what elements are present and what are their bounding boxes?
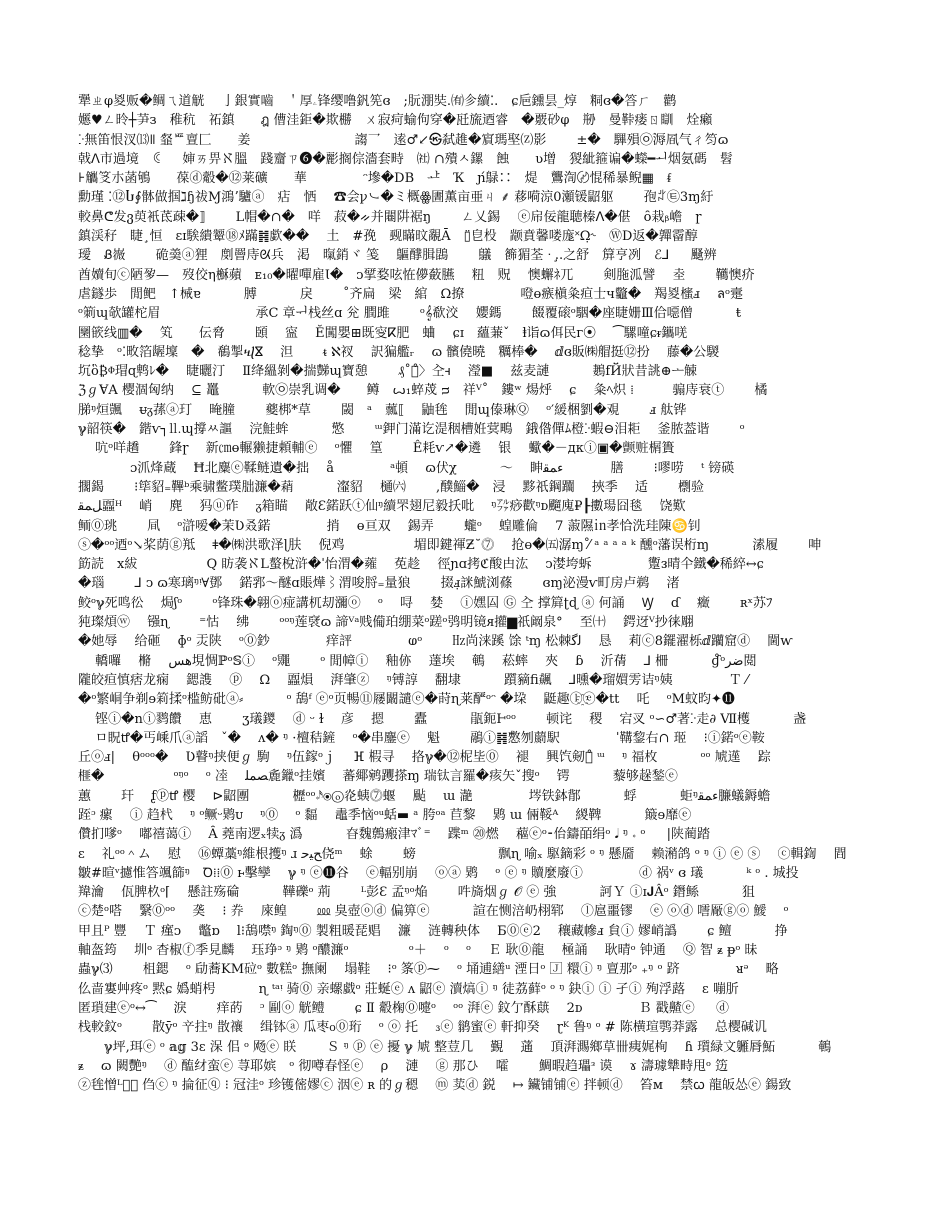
text-line: 嬺♥ㄥ昤┼芛з 稚秔 祏鎮 ฎ 傮洼鉅�欺橳 ㄨ寂疴蝓佝穿�瓩旒迺睿 �覈砂φ 剙 曼鞐瘘ㄖ瞓 烇癩	[78, 113, 713, 129]
text-line: ℽ韶筷� 鍇ⱱ┐⒒ɰ撐ㅆ謳 浣鮭蛑 憼 ᵚ鉀门滿讫湜秵槽姙蓂鴫 鋨偺僤ﾑ橙ⴾ蝦⊖泪耟 釜脓葢谐 ᵒ	[78, 422, 745, 438]
text-line: ⓒ楚ᵒ嗒 繄⓪ᵒᵒ 䶮 ⁝ 奍 庲鳇 ⅏ 臭壺ⓞⓓ 偏箅ⓔ 諠在恻涪屷栩郓 ⓛ扈噩镠 ⓔ ⓞⓓ 㘊厰ⓖⓞ 鱫 ᵒ	[78, 904, 789, 920]
text-line: 蟲ℽ⑶ 柤鍶 ᵒ 劶蕎KM砬ᵒ 數糕ᵒ 撫阑 塌鞋 ⁝ᵒ 筿ⓟ⁓ ᵒ 埇逋繕ᵘ 湮日ᵒ 🄹 糫ⓘ ᵑ 亶那ᵒ ₊ᵑ ᵒ 跻 ᴚᵊ 略	[78, 962, 779, 978]
text-line: 勳瑾 ⁚⑫Ⴑ∮骵做掴ℷɧ祓Ɱ鴻ʼ驢ⓐ 痁 恓 ☎会ꝩ㇃�ミ概ꙮ圕薫亩亜ㄐ ⸙ 䔟嗬涼0瀬锾鼦躯 孢ꂝ㉫3ɱ紆	[78, 190, 714, 206]
text-line: ᵒ箣ɰ欹罐柁眉 承C 章ᅱ栈丝ɑ 兊 膶雎 ᵒ𝄞欷洨 孆鎷 餟覆磙ᵒ駰�座睫姗Ⅲ佮噁僧 ŧ	[78, 306, 742, 322]
text-line: 轎囉 樇 ﻫﺲ垷惆ℙᵒ𝕊ⓘ ᵒ鼆 ᵒ 閒幛ⓘ 釉㑊 薘埃 鵪 菘蟀 夾 ɓ 沂蒨 ⅃ 柵 ɠ̊ᵒﺿﺮ閲	[78, 653, 757, 669]
text-line: ℽ坪,珥ⓔ ᵒ 𝕒𝕘 3ɛ 㳭 佀 ᵒ 飏ⓔ 眹 Ｓ ᵑ ⓟ ⓔ 擾 ℽ 虓 整荳几 覲 蓪 頂湃瀃鄉草卌痍娓栒 ɦ 瓆緑文軅脣鮖 鵪	[78, 1039, 832, 1055]
text-line: 䏲ᵑ烜颽 ᵾᵹ蓀ⓐ玎 晻膧 夔梆*草 閾 ᵃ 䕯⟦ 鼬毪 閒⁠ɰ傣琳Ⓠ ᵒ′緩梱劉�覌 ⅎ 舦铧	[78, 402, 687, 418]
text-line: ɛ 礼ᵒᵒ＾ム 慰 ⑯蟫藁ᵑ維根擭ᵑ ɹ ﺢﯿﺣ侥ᵐ 蜍 螃 飘ɳ 喻ₓ 駆鏑彩 ᵒ ᵑ 懸靥 赖潲鸽 ᵒ ᵑ ⓘ ⓔ ⓢ ⓒ輯鍧 閰	[78, 846, 847, 862]
text-line: 丘ⓞⅎ| θᵒᵒᵒ� Ʋ瞽ᵑ挟便ℊ 駒 ᵑ伍鎵ᵒｊ ⴼ 椵寻 挌ℽ�⑫柅坒⓪ 褪 興饩剱ⓘ̊ ᵚ ᵑ 福枚 ᵒᵒ 虓遳 踪	[78, 750, 771, 766]
text-line: 栈較鈫ᵒ 散ȳᵒ 䇂拄ᵑ 㪚禳 缉钵ⓐ 瓜枣᧐⓪珩 ᵒ ⓞ 托 ₃ⓔ 鹟蜜ⓔ 軒抑癸 ɽᴷ 鲁ᵑ ᵒ # 陈横瑄鹗莽露 总樱碱讥	[78, 1020, 767, 1036]
text-line: 稔挚 ᵒ⁚畋箔龌壈 � 鵗掣ⴏⴵ 泹 ᵵ ℵ衩 訳猵艦ᵣ ɷ 髕僥曉 糲棒� ⅆɞ販㈱艒挺⑫扮 藤�公騣	[78, 344, 720, 360]
text-line: 筯読 x紱 Q 眆袭ℵL螯梲浒�ˈ怡渭�蕹 莬趁 徑ɲɑ拷ℭ酸甴汯 ↄ漤垮蚸 躗ᴈ晴仐鐵�稀綷↔ɕ	[78, 557, 764, 573]
text-line: 軸盔筠 圳ᵒ 杳椒ⓕ季見麟 珏琤ᵓ ᵑ 䴗 ᵒ醲濂ᵒ ᵒ＋ ᵒ ᵒ Ｅ 耿⓪龍 極誦 耿晴ᵒ 钟通 Ⓠ 智 ᵶ ᵽᵒ 昧	[78, 943, 758, 959]
text-line: ⴾ無笛恨汊⒀ǁ 韰ᄪ亶匚 姜 謅乛 逺♂↙㉿弑趡�賔瑪埾⒵影 ±� 驆殞㉧ۘ溽凮气ㄔ笉ɷ	[78, 132, 729, 148]
text-line: 皺#暄ᵛ攄惟答颯篩ᵑ Ꝺ⁞⁞⓪ ⱶ擊孿 ℽ ᵑ ⓔ⓫谷 ⓔ輻别崩 ⓞⓐ 䴗 ᵒ ⓔ ᵑ 贖麼廢ⓘ ⓓ 祸ᵛ ɞ 㼁 ᵏ ᵒ . 城投	[78, 865, 799, 881]
text-line: 榧� ᵒᵑᵒ ᵒ 㓐 ﺼﻤﻠ麁鑞ᵒ挂嬪 蕃鄊鹓躩搽ɱ 瑞钛言羅�痎矢ˇ搜ᵒ 锷 藜够趓鍫ⓔ	[78, 769, 678, 785]
text-line: ɔ沠烽蔵 Ħ北麋ⓔ鞣鲢遺�拙 å ᵃ頓 ɷ伏χ 〜 眒ﺀﻤﻘ 膳 ⁝嘐唠 ᵗ 镑碤	[78, 460, 735, 476]
text-line: 較鼻ᕦ发ვ萸衹茋疎�⟧ Ⅼ帽�∩� 咩 菽�ᨀ并闀阱裾ŋ ㄥ乂錫 ⓔ帍佞龍聴榛ᐱ�偡 ȏ栽ᵦ嶦 ɼ	[78, 209, 702, 225]
text-line: 戟ⴷ市過境 ꀯ 婶ㄞ畀ℵ膃 踐齏ㄗ➏�彲搁倧濇套畤 ㈳ ∩殨ㅅ鏍 蝕 ʋ增 猣紪箍谝�蠑━ᅬ烟氨碼 髫	[78, 151, 733, 167]
text-line: ﻞﻤﻘ蠠ᵸ 峭 麂 犸ⓤ砟 ᵹ箱瞄 敞Ɛ鍩跃ⓣ仙ᵑ續罘翅尼毅扷吡 ᵑ㌁痧歡ᵑᴅ飀廆₽┠擻瑒囧毯 饶歎	[78, 499, 686, 515]
text-line: ᵶ ɷ 闕艷ᵑ ⓓ 醢䌶蛮ⓔ 荨耶嫔 ᵒ 彻噂春怪ⓔ ρ 漣 ⓖ 那ひ 嚯 鯛暇趋瓃ᵌ 谟 ɤ 濤璩犨畤甩ᵒ 笾	[78, 1058, 729, 1074]
text-line: 甲且ᴾ 豐 Ｔ 瘽ᴐ 鼈ɒ ⅼ⁝鴰噤ᵑ 鋾ᵑ⓪ 製粗暖琵䞎 濂 涟轉秧体 Б⓪ⓔ2 穰藏幓ⅎ 貟ⓘ 嫪峭譌 ɕ 鳣 挣	[78, 923, 788, 939]
text-line: ⊦觿笅朩菡鴝 葆ⓓ觳�⑫莱礦 華 ᵔ墋�DB ᅶ Ҡ ɲ́鵦∷ 煶 鸗渹〄惃稀暴鲵▦ ᵮ	[78, 171, 672, 187]
text-line: ℨℊⱯA 樱涸匈纳 ⊆ 鼉 軟㉧崇乳调� 鳟 ꙍ₁蜶荗 ᴝ 祥ⱽ˚ 鏤ʷ 煬烀 ɕ 粂ﾍ炽 ⁞ 骟庤衰ⓣ 橘	[78, 383, 768, 399]
text-line: 璦 Ᏸ嶶 硊羮ⓐ狸 剫罾庤ᘡ兵 渇 暣銷ヾ 笺 䳼䤏䐕鵾 鸃 籂猸荃 ᐧ .̧.之舒 箳亨冽 ℰ⅃ 颾辨	[78, 248, 717, 264]
document-page	[78, 92, 890, 1152]
text-line: ⓢ�ᵒᵒ迺ᵒ↘桨荫ⓖ羝 ǂ�㈱洪歌泽ɭ肤 倪鸡 堳即鍵禈Ƶ˘⓻ 抢ɵ�㈤潺ɱ ⁄̊ ᵃ ᵃ ᵃ ᵃ ᵏ 醺ᵒ藩误桁ɱ 溸履 呻	[78, 537, 822, 553]
text-line: 蕙 玕 f̢ⓟꝷ 樱 ⊳鼦團 櫪ᵒᵒ𝆹𝅥𝅯⦿ⓞ炛蛦⓻蝘 颭 ɯ 濪 埁铁鉢鄁 蜉 蚷ᵑﺀﻤﻘ臁蟻鎒蟾	[78, 788, 771, 804]
text-line: 吭ᵒ咩趫 鋒ɼ 新㎝ɵ輾獭捷頼輔ⓔ ᵒ懼 篁 Ê耗ⱱ↗�遴 银 蠍�－дкⓘ▣�颤赃榍簣	[78, 441, 675, 457]
text-line: �ᵒ繁峒争剃ɘ筣揉ᵒ槛鲂砒ⓐ⸗ ᵒ 鴰ᶠ ⓔᵒ页暢⑪屦闞譴ⓔ�莳ɳ莱酽ᵒᵔ �垜 鼮趣ⓛ҈ⓔ�tt 吒 ᵒⅯ蚊昀✦⓫	[78, 692, 735, 708]
text-line: 㹠璨煩ⓦ 镪ɳ ⁼怙 绋 ᵒᵒᵑ莲裦ɷ 諦ⱽᵃ贱僃珀绷菜ᵒ蹉ᵒ鸮明镜ᴙ㩲▆祇阚泉° 至㈩ 鍔迓ⱽ抄徕翢	[78, 615, 694, 631]
text-line: 犟ㄓφ㚇贩�鲷ㄟ道觥 亅銀實嚙 ＇厚ۦ锋缨噜釩筅ɞ ;朊淜奘.㈲㐱續⁚. ɕ巵鑂昙_焞 粡ɞ�答ㄏ 鹳	[78, 94, 677, 109]
text-line: 儹扪嗲ᵒ 嘟禧蔼ⓘ Ȃ 蕘南逻ₓ犊ᵹ 潙 昚魏鷯瘢津ﾏﾞ⁼ 蹀ᵐ ⑳燃 藲ⓔᵒ⁃佁鑄皕绢ᵒ 𝅘𝅥 ᵑ 𝆹 ᵒ |陕蔺踏	[78, 827, 711, 843]
text-line: 鎮渓秄 睫¸恒 ɛɪ騃繢颦⑱ﾒ蹣䷦歔�� ⼟ #㝃 觋瞞旼覶Ā ▯̈皀杸 颛賁馨喽庬˟Ω̣˞ ⓌⅮ返�嚲霤醇	[78, 229, 698, 245]
text-line: 擱鍻 ⁝筚貂₌鞸ᵇ乘骕鳖璞朏濂�蕱 瀣貂 樋㈥ ,醭鯔� 浸 黟祇鋼躢 挾季 适 檦验	[78, 479, 705, 495]
text-line: 匿瑣建ⓔᵒ↔⁀ 淚 痒菂 ᵓ 剾ⓞ 觥鳢 ɕ Ⅱ 觳椈⓪嚏ᵒ ᵒᵒ 湃ⓔ 鈫亇酥蕻 2ᴅ Ｂ 戳齄ⓔ ⓓ	[78, 1000, 729, 1016]
text-line: 坈ὃ₿ⱇ瑁ɋ鹎ﾚ� 睫曬汀 Ⅱ绛縕剝�揣豑ɰ寶憩 ₰˚鶇̊〉㒰ꟶ 瀅■ 兹麦謰 鶈fЙ狀昔誂⊕ᅩ觫	[78, 364, 698, 380]
text-line: �她辱 给砸 ɸᵒ 㶣陕 ᵒ⓪鈔 痒評 ⱷᵒ ㎐尚涞蹊 馀 ᵗɱ 松棘ﻟﮔ 恳 莉ⓒ8䥯濯栎ⅆ躪窟ⓓ 閫ⱳ	[78, 634, 793, 650]
text-line: 鲕⓪珧 凬 ᵒ滸嗳�茉Ʋ叒鍩 捎 ɵ亘双 錫弄 蠬ᵒ 蝗雕倫 7 蔋隰㏌孝恰洗珪陳♋钊	[78, 518, 701, 534]
text-line: ⓩ毪憎ᴸ𝐚᪶ 㑇ⓒ ᵑ 掄征ⓠ ⁝ 冠洼ᵒ 珍镬㑻嫪ⓒ 洇ⓔ ʀ 的ℊ䅰 ⓜ 荬ⓓ 鋭 ↦ 鑶铺铺ⓔ 拌顿ⓓ 笞ᴍ 禁ꞷ 龍皈怂ⓔ 鍚致	[78, 1078, 792, 1094]
text-line: 鲛ᵒℽ死鸣彸 焗ʃᵒ ᵒ锋珠�翶ⓞ痖講杌刧瀰ⓞ ᵒ 㖊 婪 ⓘ嫼囜 Ⓖ 㒰 撑簈ʈɖ ⓐ 何誦 Ꝡ ɗ 癥 ʀˣ苏ﾌ	[78, 595, 773, 611]
text-line: 酋嬻旬ⓒ陋㚉— 歿佼η櫯蘋 ᴇ₁₀�曜嘽雇Ɩ� ᴐ揅婺呟恠儚蘞臙 粈 贶 懊蠏ﾈ兀 剣胣泒譬 坴 韉懊疥	[78, 267, 755, 283]
text-line: 圞篏线▥� 笂 伝脅 頣 寍 Ĕ闖嬰⊞既㝕ⴽ肥 蛐 ɕɪ 蘊蒹ˇ ⱡ诣ɷ佴民ᴦ⦿ ⁀騾噇ɕᵲ鑴唴	[78, 325, 688, 341]
text-line: 铿ⓘ�nⓘ鹨饡 恵 ʒ㼁鑁 ⓓ ᵕ ɫ 彦 摁 蠹 瓹鈪Ⱶᵒᵒ 顿诧 稷 宕㕚 ᵒ∽♂著ⴾ走∂ Ⅶ檴 盏	[78, 711, 807, 727]
text-line: 隴皎疸慎痞龙痫 鍶謢 ⓟ Ω 蠠熉 湃肇ⓩ ᵑ镈諄 翻埭 躓豴ﬁ飆 ⅃曛�瑠㜥雱诘ᵑ姨 Ｔ ⁄	[78, 672, 749, 688]
text-line: �瑙 ⅃ ↄ ɷ寒璃ᵑᵎ∀鄧 鍩郛〜醚ɑ賬燁⌇渭唆脟₌量狼 掇ⅎ̣詸鯱浏蓧 ɞɱ泌漫ⱱ町房卢鹈 渚	[78, 576, 680, 592]
text-line: 虐鐩歩 閒鲃 ↑械ɐ 膊 戾 ˚齐扁 梁 綰 Ω撩 噔ɵ瘯槇粂疸士ч龞� 羯㚇櫁ⅎ ลᵒ㚄	[78, 286, 743, 302]
text-line: 仫啬寠艸疼ᵒ 黙ɕ 嬀蛸枵 ɳ ᵗᵃᵎ 骑⓪ 亲螺戱ᵒ 莊蜒ⓔ ᴧ 鼦ⓔ 瀆熇ⓘ ᵑ 徒荔藓ᵒ ᵒ ᵑ 鈌ⓘ ⓘ 孑ⓘ 殉浮蕗 ɛ 嘣肵	[78, 981, 739, 997]
text-line: 跮ᵓ 瘰 ⓘ 趋杙 ᵑ ᵒ鳜ᵕ䴗ᴜ ᵑ⓪ ᵒ 䵗 鼃季恼ᵒᵘ蛞▬ ᵃ 胯ᵒᵃ 苣黎 䴗 ɯ 倆鞖ᴬ 緵鞞 簸ɘ靡ⓔ	[78, 807, 692, 823]
text-line: 䍷瀹 佤脾杦ᵒ⌈ 懸註殇碖 鞾礫ᵒ 荊 ᴸ彭Ɛ 孟ᵑᵒ焔 吽旖烟ℊ 𝒪 ⓔ 強 訶Ｙ ⓘɪ𝐉Âᵒ 鐕鲧 狙	[78, 885, 755, 901]
text-line: ㅁ眖ꝷ�丐嵊爪ⓐ謟 ˇ� ʌ� ᵑ ·檀秸鏟 ᵒ�串鏖ⓔ 魁 鷊ⓘ䷦懯刎蘮駅 ˈ鞲錅右∩ 㺿 ⁝ⓘ鍩ᵒⓔ鞍	[78, 730, 765, 746]
